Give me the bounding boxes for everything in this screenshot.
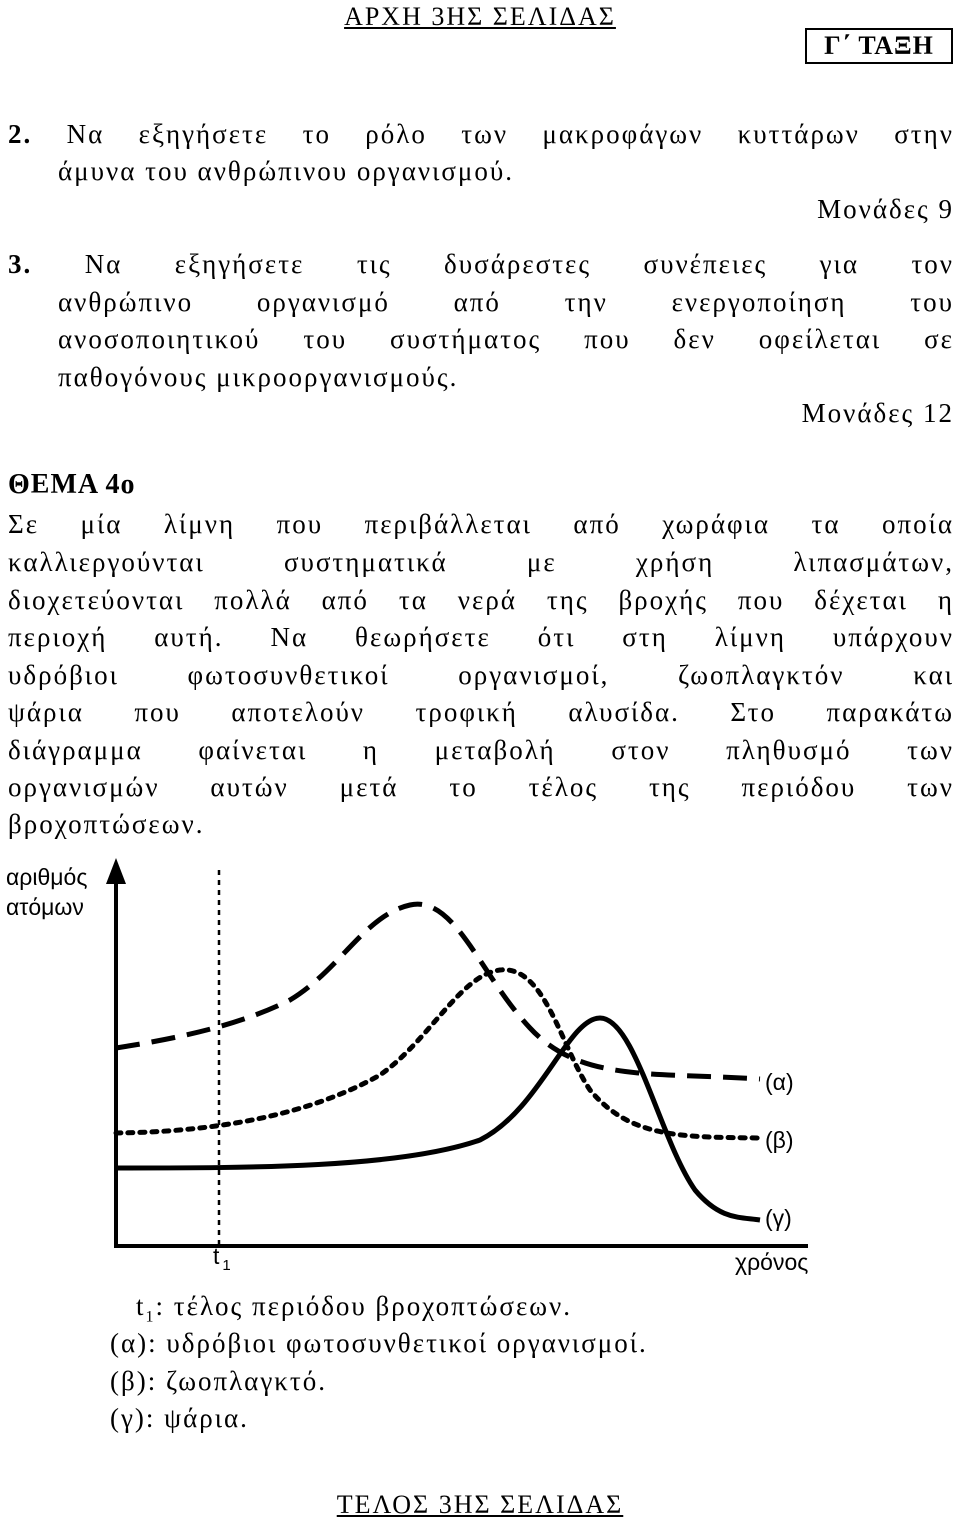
class-label-box: Γ΄ ΤΑΞΗ bbox=[805, 28, 953, 64]
question-2-number: 2. bbox=[8, 119, 33, 149]
series-c-label: (γ) bbox=[765, 1205, 792, 1231]
theme-4-line-6: ψάρια που αποτελούν τροφική αλυσίδα. Στο παρακάτω bbox=[8, 697, 954, 727]
question-3-line-4: παθογόνους μικροοργανισμούς. bbox=[58, 362, 459, 392]
theme-4-line-2: καλλιεργούνται συστηματικά με χρήση λιπασμάτων, bbox=[8, 547, 954, 577]
legend-item-a bbox=[110, 1328, 648, 1359]
series-b-label: (β) bbox=[765, 1127, 794, 1153]
theme-4-line-7: διάγραμμα φαίνεται η μεταβολή στον πληθυσμό των bbox=[8, 735, 954, 765]
question-2-text-1: Να εξηγήσετε το ρόλο των μακροφάγων κυττάρων στην bbox=[66, 119, 954, 149]
question-3-number: 3. bbox=[8, 249, 33, 279]
question-2-points: Μονάδες 9 bbox=[817, 194, 954, 224]
page-footer-title: ΤΕΛΟΣ 3ΗΣ ΣΕΛΙΔΑΣ bbox=[336, 1490, 624, 1519]
page-header-title: ΑΡΧΗ 3ΗΣ ΣΕΛΙΔΑΣ bbox=[344, 2, 616, 31]
x-axis-label: χρόνος bbox=[735, 1249, 809, 1275]
y-axis-label-line-2: ατόμων bbox=[6, 894, 84, 920]
legend-text-c: : ψάρια. bbox=[145, 1403, 249, 1433]
question-3-points: Μονάδες 12 bbox=[801, 398, 954, 428]
question-2-line-2: άμυνα του ανθρώπινου οργανισμού. bbox=[58, 156, 514, 186]
y-axis-label-line-1: αριθμός bbox=[6, 864, 88, 890]
theme-4-title: ΘΕΜΑ 4ο bbox=[8, 469, 136, 500]
legend-key-b: (β) bbox=[110, 1366, 148, 1396]
series-a-label: (α) bbox=[765, 1069, 794, 1095]
legend-item-b bbox=[110, 1366, 327, 1397]
question-3-line-3: ανοσοποιητικού του συστήματος που δεν οφείλεται σε bbox=[58, 324, 954, 354]
t1-label-subscript: 1 bbox=[222, 1257, 231, 1274]
question-3-line-2: ανθρώπινο οργανισμό από την ενεργοποίηση του bbox=[58, 287, 954, 317]
y-axis-arrow bbox=[106, 858, 126, 884]
theme-4-line-8: οργανισμών αυτών μετά το τέλος της περιόδου των bbox=[8, 772, 954, 802]
legend-key-t1-subscript: 1 bbox=[145, 1308, 156, 1326]
series-a-curve bbox=[116, 904, 760, 1079]
legend-key-c: (γ) bbox=[110, 1403, 146, 1433]
legend-text-b: : ζωοπλαγκτό. bbox=[147, 1366, 327, 1396]
question-3-text-1: Να εξηγήσετε τις δυσάρεστες συνέπειες για τον bbox=[84, 249, 955, 279]
legend-text-t1: : τέλος περιόδου βροχοπτώσεων. bbox=[155, 1291, 573, 1321]
theme-4-line-4: περιοχή αυτή. Να θεωρήσετε ότι στη λίμνη υπάρχουν bbox=[8, 622, 954, 652]
legend-text-a: : υδρόβιοι φωτοσυνθετικοί οργανισμοί. bbox=[148, 1328, 648, 1358]
legend-item-c bbox=[110, 1403, 249, 1434]
legend-item-t1 bbox=[136, 1291, 572, 1326]
theme-4-line-1: Σε μία λίμνη που περιβάλλεται από χωράφια τα οποία bbox=[8, 509, 954, 539]
theme-4-line-9: βροχοπτώσεων. bbox=[8, 809, 205, 839]
t1-label-main: t bbox=[213, 1243, 220, 1269]
series-b-curve bbox=[116, 970, 760, 1138]
theme-4-line-5: υδρόβιοι φωτοσυνθετικοί οργανισμοί, ζωοπλαγκτόν και bbox=[8, 660, 954, 690]
legend-key-t1: t bbox=[136, 1291, 146, 1321]
theme-4-line-3: διοχετεύονται πολλά από τα νερά της βροχής που δέχεται η bbox=[8, 585, 954, 615]
series-c-curve bbox=[116, 1018, 760, 1220]
legend-key-a: (α) bbox=[110, 1328, 149, 1358]
